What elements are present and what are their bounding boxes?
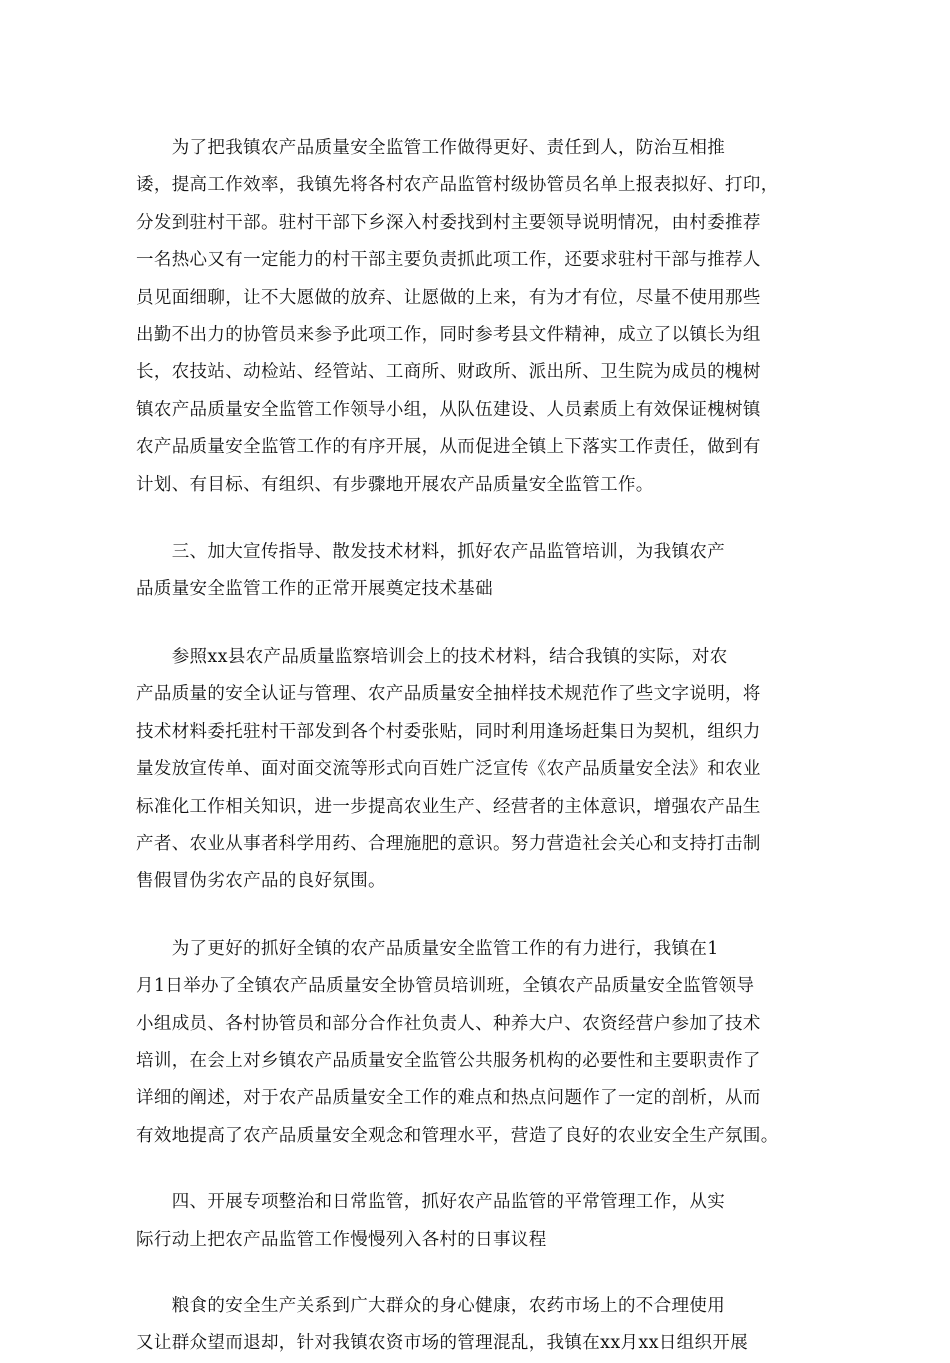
- text-line: 为了更好的抓好全镇的农产品质量安全监管工作的有力进行，我镇在1: [136, 938, 719, 959]
- text-line: 又让群众望而退却，针对我镇农资市场的管理混乱，我镇在xx月xx日组织开展: [136, 1333, 749, 1354]
- paragraph-training-class: [136, 931, 824, 1155]
- text-line: 长，农技站、动检站、经管站、工商所、财政所、派出所、卫生院为成员的槐树: [136, 362, 761, 383]
- text-line: 三、加大宣传指导、散发技术材料，抓好农产品监管培训，为我镇农产: [136, 542, 726, 563]
- text-line: 镇农产品质量安全监管工作领导小组，从队伍建设、人员素质上有效保证槐树镇: [136, 399, 761, 420]
- paragraph-supervision-team: [136, 130, 824, 504]
- text-line: 标准化工作相关知识，进一步提高农业生产、经营者的主体意识，增强农产品生: [136, 796, 761, 817]
- text-line: 售假冒伪劣农产品的良好氛围。: [136, 871, 386, 892]
- paragraph-spacer: [136, 504, 824, 534]
- text-line: 量发放宣传单、面对面交流等形式向百姓广泛宣传《农产品质量安全法》和农业: [136, 759, 761, 780]
- paragraph-spacer: [136, 609, 824, 639]
- document-body: [136, 130, 824, 1363]
- text-line: 月1日举办了全镇农产品质量安全协管员培训班，全镇农产品质量安全监管领导: [136, 976, 755, 997]
- text-line: 参照xx县农产品质量监察培训会上的技术材料，结合我镇的实际，对农: [136, 646, 728, 667]
- text-line: 小组成员、各村协管员和部分合作社负责人、种养大户、农资经营户参加了技术: [136, 1013, 761, 1034]
- text-line: 员见面细聊，让不大愿做的放弃、让愿做的上来，有为才有位，尽量不使用那些: [136, 287, 761, 308]
- text-line: 为了把我镇农产品质量安全监管工作做得更好、责任到人，防治互相推: [136, 138, 726, 158]
- text-line: 品质量安全监管工作的正常开展奠定技术基础: [136, 579, 493, 600]
- text-line: 诿，提高工作效率，我镇先将各村农产品监管村级协管员名单上报表拟好、打印，: [136, 175, 779, 196]
- paragraph-spacer: [136, 1259, 824, 1288]
- text-line: 详细的阐述，对于农产品质量安全工作的难点和热点问题作了一定的剖析，从而: [136, 1088, 761, 1109]
- section-heading-three: [136, 534, 824, 609]
- text-line: 一名热心又有一定能力的村干部主要负责抓此项工作，还要求驻村干部与推荐人: [136, 250, 761, 271]
- paragraph-spacer: [136, 901, 824, 931]
- paragraph-spacer: [136, 1155, 824, 1184]
- paragraph-technical-materials: [136, 639, 824, 901]
- text-line: 分发到驻村干部。驻村干部下乡深入村委找到村主要领导说明情况，由村委推荐: [136, 212, 761, 233]
- text-line: 四、开展专项整治和日常监管，抓好农产品监管的平常管理工作，从实: [136, 1192, 726, 1213]
- text-line: 有效地提高了农产品质量安全观念和管理水平，营造了良好的农业安全生产氛围。: [136, 1125, 779, 1146]
- text-line: 产品质量的安全认证与管理、农产品质量安全抽样技术规范作了些文字说明，将: [136, 684, 761, 705]
- text-line: 粮食的安全生产关系到广大群众的身心健康，农药市场上的不合理使用: [136, 1295, 726, 1316]
- text-line: 计划、有目标、有组织、有步骤地开展农产品质量安全监管工作。: [136, 474, 654, 495]
- text-line: 培训，在会上对乡镇农产品质量安全监管公共服务机构的必要性和主要职责作了: [136, 1050, 761, 1071]
- text-line: 出勤不出力的协管员来参予此项工作，同时参考县文件精神，成立了以镇长为组: [136, 325, 761, 346]
- text-line: 产者、农业从事者科学用药、合理施肥的意识。努力营造社会关心和支持打击制: [136, 833, 761, 854]
- text-line: 际行动上把农产品监管工作慢慢列入各村的日事议程: [136, 1229, 547, 1250]
- text-line: 技术材料委托驻村干部发到各个村委张贴，同时利用逢场赶集日为契机，组织力: [136, 721, 761, 742]
- paragraph-grain-safety: [136, 1288, 824, 1363]
- section-heading-four: [136, 1184, 824, 1259]
- text-line: 农产品质量安全监管工作的有序开展，从而促进全镇上下落实工作责任，做到有: [136, 437, 761, 458]
